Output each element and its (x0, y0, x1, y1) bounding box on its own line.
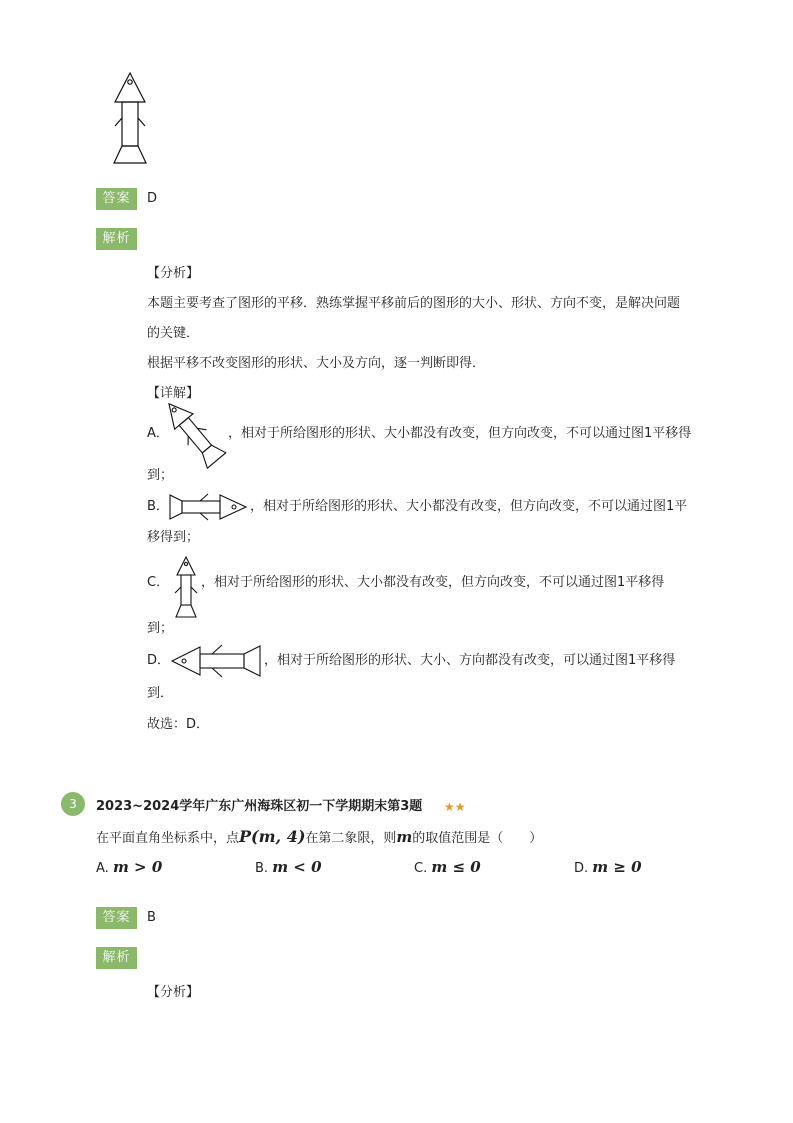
difficulty-stars: ★★ (444, 800, 466, 814)
question-stem (96, 826, 542, 850)
choice-d[interactable] (574, 856, 642, 880)
option-c-text: ，相对于所给图形的形状、大小都没有改变，但方向改变，不可以通过图1平移得 (201, 575, 665, 590)
rocket-figure-option-d (170, 643, 262, 679)
fenxi-line-3: 根据平移不改变图形的形状、大小及方向，逐一判断即得． (147, 356, 486, 371)
choice-b[interactable] (255, 856, 322, 880)
option-b-text: ，相对于所给图形的形状、大小都没有改变，但方向改变，不可以通过图1平 (250, 499, 688, 514)
choice-c-expr: m ≤ 0 (431, 858, 481, 876)
conclusion: 故选：D． (147, 717, 210, 732)
choice-d-label: D. (574, 861, 589, 876)
rocket-figure-option-a (166, 406, 226, 466)
analysis-tag: 解析 (96, 228, 137, 250)
question-number-badge: 3 (61, 792, 85, 816)
choice-a-label: A. (96, 861, 109, 876)
xiangjie-header: 【详解】 (147, 386, 200, 401)
choice-a[interactable] (96, 856, 162, 880)
choice-a-expr: m > 0 (112, 858, 163, 876)
option-c-label: C． (147, 575, 170, 590)
option-d-text: ，相对于所给图形的形状、大小、方向都没有改变，可以通过图1平移得 (264, 653, 676, 668)
choice-c-label: C. (414, 861, 428, 876)
option-a-text: ，相对于所给图形的形状、大小都没有改变，但方向改变，不可以通过图1平移得 (228, 426, 692, 441)
analysis-tag-q3: 解析 (96, 947, 137, 969)
stem-var: m (396, 828, 413, 846)
stem-point: P(m, 4) (239, 827, 306, 846)
rocket-figure-option-c (172, 555, 200, 619)
rocket-figure-original (110, 70, 160, 166)
option-d-label: D． (147, 653, 171, 668)
fenxi-header-q3: 【分析】 (147, 985, 200, 1000)
fenxi-line-2: 的关键． (147, 326, 200, 341)
option-c-cont: 到； (147, 621, 174, 636)
stem-mid: 在第二象限，则 (305, 831, 397, 846)
choice-d-expr: m ≥ 0 (592, 858, 642, 876)
option-b-cont: 移得到； (147, 530, 200, 545)
option-b-label: B． (147, 499, 169, 514)
rocket-figure-option-b (168, 491, 248, 523)
choice-c[interactable] (414, 856, 481, 880)
question-title: 2023~2024学年广东广州海珠区初一下学期期末第3题 (96, 799, 423, 814)
choice-b-label: B. (255, 861, 269, 876)
answer-value-q3: B (147, 910, 156, 925)
answer-tag-q3: 答案 (96, 907, 137, 929)
answer-value: D (147, 191, 158, 206)
stem-pre: 在平面直角坐标系中，点 (96, 831, 240, 846)
choice-b-expr: m < 0 (272, 858, 322, 876)
option-d-cont: 到． (147, 686, 174, 701)
fenxi-line-1: 本题主要考查了图形的平移．熟练掌握平移前后的图形的大小、形状、方向不变，是解决问题 (147, 296, 681, 311)
answer-tag: 答案 (96, 188, 137, 210)
option-a-cont: 到； (147, 468, 174, 483)
fenxi-header: 【分析】 (147, 266, 200, 281)
stem-post: 的取值范围是（ ） (412, 831, 543, 846)
option-a-label: A． (147, 426, 169, 441)
